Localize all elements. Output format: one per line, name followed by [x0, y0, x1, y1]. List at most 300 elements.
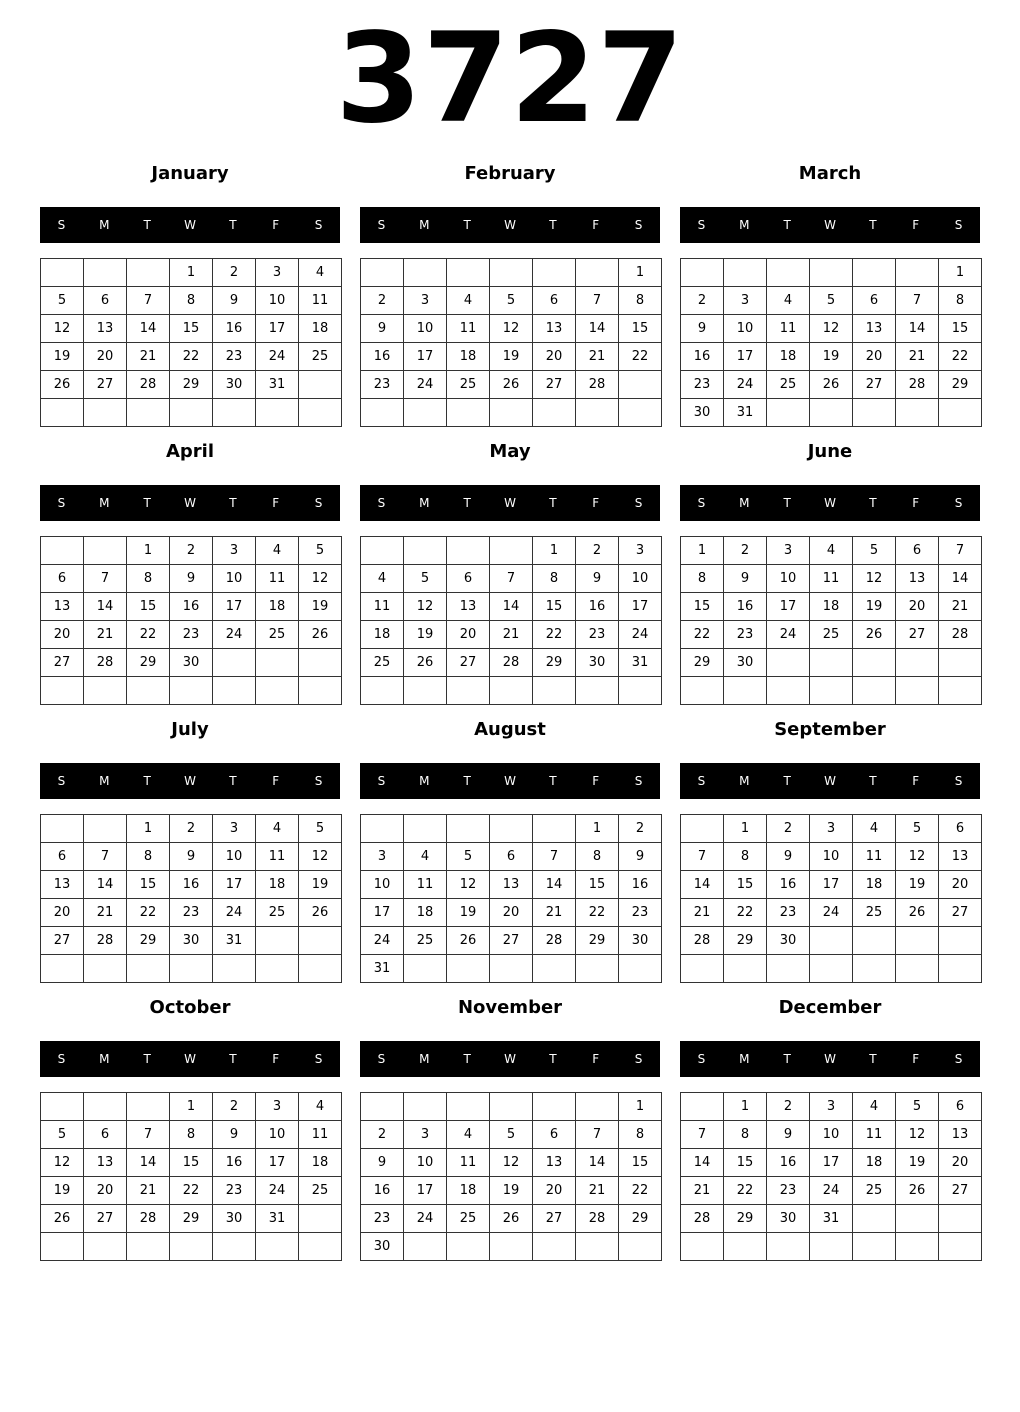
day-grid: [360, 536, 662, 705]
day-cell: 23: [619, 899, 662, 927]
day-cell: 28: [84, 649, 127, 677]
week-row: [681, 927, 982, 955]
day-cell: [533, 259, 576, 287]
weekday-header: [360, 763, 660, 799]
day-cell: 30: [724, 649, 767, 677]
day-cell: [256, 1233, 299, 1261]
month-name: July: [171, 719, 209, 740]
day-cell: [447, 1093, 490, 1121]
day-cell: 20: [896, 593, 939, 621]
weekday-label: S: [634, 774, 643, 788]
day-cell: 5: [41, 1121, 84, 1149]
day-cell: [127, 955, 170, 983]
week-row: [361, 1121, 662, 1149]
week-row: [361, 343, 662, 371]
day-cell: [299, 927, 342, 955]
day-cell: 7: [939, 537, 982, 565]
day-cell: [533, 955, 576, 983]
weekday-label: T: [143, 218, 151, 232]
day-cell: 2: [213, 1093, 256, 1121]
day-cell: 14: [896, 315, 939, 343]
week-row: [361, 955, 662, 983]
day-cell: 26: [490, 1205, 533, 1233]
day-cell: 10: [724, 315, 767, 343]
day-cell: [767, 1233, 810, 1261]
week-row: [681, 259, 982, 287]
week-row: [361, 1149, 662, 1177]
day-cell: [576, 677, 619, 705]
day-cell: 8: [939, 287, 982, 315]
day-cell: [41, 259, 84, 287]
day-cell: 25: [447, 371, 490, 399]
day-cell: [490, 537, 533, 565]
day-cell: 22: [533, 621, 576, 649]
day-cell: [41, 815, 84, 843]
day-cell: 19: [896, 1149, 939, 1177]
day-cell: 27: [533, 371, 576, 399]
day-cell: 9: [767, 1121, 810, 1149]
week-row: [361, 843, 662, 871]
day-cell: 2: [724, 537, 767, 565]
day-cell: 19: [299, 871, 342, 899]
weekday-label: S: [954, 218, 963, 232]
day-cell: [447, 815, 490, 843]
day-cell: [404, 1233, 447, 1261]
month-name: October: [149, 997, 231, 1018]
day-cell: 23: [576, 621, 619, 649]
day-cell: 15: [533, 593, 576, 621]
day-cell: 20: [41, 899, 84, 927]
weekday-label: M: [419, 218, 430, 232]
day-cell: 16: [170, 593, 213, 621]
day-cell: 18: [853, 1149, 896, 1177]
weekday-label: T: [463, 218, 471, 232]
day-cell: 18: [361, 621, 404, 649]
day-cell: [361, 259, 404, 287]
day-cell: 16: [213, 1149, 256, 1177]
day-cell: [41, 399, 84, 427]
weekday-label: S: [377, 1052, 386, 1066]
day-cell: 6: [896, 537, 939, 565]
day-cell: 29: [681, 649, 724, 677]
week-row: [361, 621, 662, 649]
day-cell: 21: [127, 343, 170, 371]
day-cell: 7: [127, 1121, 170, 1149]
day-cell: 4: [810, 537, 853, 565]
weekday-label: S: [634, 218, 643, 232]
week-row: [361, 565, 662, 593]
day-grid: [40, 814, 342, 983]
week-row: [41, 343, 342, 371]
week-row: [41, 1149, 342, 1177]
weekday-label: T: [549, 218, 557, 232]
day-cell: [576, 1093, 619, 1121]
day-cell: [170, 1233, 213, 1261]
weekday-label: T: [869, 218, 877, 232]
day-cell: 24: [213, 899, 256, 927]
day-cell: 16: [213, 315, 256, 343]
day-cell: [490, 1233, 533, 1261]
weekday-label: T: [229, 1052, 237, 1066]
day-cell: 25: [404, 927, 447, 955]
week-row: [681, 899, 982, 927]
day-cell: 17: [256, 315, 299, 343]
day-cell: [84, 955, 127, 983]
day-cell: 25: [447, 1205, 490, 1233]
weekday-label: W: [504, 774, 516, 788]
day-cell: 6: [853, 287, 896, 315]
day-cell: 7: [681, 843, 724, 871]
weekday-label: T: [463, 1052, 471, 1066]
week-row: [361, 593, 662, 621]
day-cell: 3: [256, 1093, 299, 1121]
day-cell: 7: [896, 287, 939, 315]
week-row: [41, 1121, 342, 1149]
day-cell: 7: [84, 565, 127, 593]
week-row: [681, 621, 982, 649]
weekday-label: M: [99, 496, 110, 510]
day-cell: 15: [724, 1149, 767, 1177]
weekday-label: S: [57, 774, 66, 788]
day-cell: 7: [576, 287, 619, 315]
day-cell: [576, 1233, 619, 1261]
day-cell: 19: [41, 343, 84, 371]
day-cell: [490, 399, 533, 427]
day-cell: [447, 259, 490, 287]
day-cell: 26: [447, 927, 490, 955]
day-cell: 13: [939, 1121, 982, 1149]
week-row: [41, 815, 342, 843]
week-row: [41, 1093, 342, 1121]
day-cell: 19: [490, 343, 533, 371]
day-cell: 19: [447, 899, 490, 927]
week-row: [361, 287, 662, 315]
day-cell: [939, 649, 982, 677]
day-cell: [810, 955, 853, 983]
weekday-label: T: [783, 218, 791, 232]
day-cell: 8: [724, 1121, 767, 1149]
day-cell: 27: [447, 649, 490, 677]
day-cell: [681, 259, 724, 287]
day-cell: [533, 1233, 576, 1261]
day-cell: 9: [724, 565, 767, 593]
weekday-label: M: [739, 774, 750, 788]
day-cell: 5: [404, 565, 447, 593]
week-row: [681, 1233, 982, 1261]
day-cell: 28: [681, 927, 724, 955]
day-cell: 26: [299, 899, 342, 927]
day-cell: 21: [576, 343, 619, 371]
day-cell: 1: [939, 259, 982, 287]
day-cell: 3: [767, 537, 810, 565]
weekday-label: F: [912, 496, 920, 510]
day-cell: 9: [170, 565, 213, 593]
week-row: [681, 1093, 982, 1121]
day-cell: 25: [853, 1177, 896, 1205]
weekday-header: [360, 207, 660, 243]
week-row: [361, 1093, 662, 1121]
day-cell: 22: [127, 899, 170, 927]
day-cell: 24: [767, 621, 810, 649]
day-cell: [127, 677, 170, 705]
day-cell: 30: [361, 1233, 404, 1261]
day-cell: 18: [299, 315, 342, 343]
week-row: [41, 259, 342, 287]
day-cell: [299, 1205, 342, 1233]
day-cell: 29: [576, 927, 619, 955]
day-cell: 21: [939, 593, 982, 621]
day-cell: 12: [896, 843, 939, 871]
day-cell: 8: [170, 287, 213, 315]
day-cell: 4: [361, 565, 404, 593]
weekday-label: F: [592, 774, 600, 788]
week-row: [41, 1233, 342, 1261]
day-cell: 20: [84, 343, 127, 371]
weekday-label: S: [954, 496, 963, 510]
day-cell: 17: [404, 1177, 447, 1205]
day-cell: 16: [619, 871, 662, 899]
day-cell: [533, 815, 576, 843]
week-row: [361, 315, 662, 343]
week-row: [41, 871, 342, 899]
day-cell: [361, 815, 404, 843]
day-cell: 25: [853, 899, 896, 927]
day-cell: 23: [170, 899, 213, 927]
day-cell: 17: [213, 871, 256, 899]
weekday-label: S: [954, 1052, 963, 1066]
day-cell: [810, 259, 853, 287]
day-cell: [299, 399, 342, 427]
week-row: [681, 537, 982, 565]
day-cell: 25: [256, 621, 299, 649]
day-cell: 5: [490, 287, 533, 315]
day-cell: [299, 371, 342, 399]
weekday-label: S: [314, 218, 323, 232]
weekday-label: S: [377, 496, 386, 510]
day-cell: [404, 259, 447, 287]
day-cell: [853, 259, 896, 287]
day-cell: [619, 1233, 662, 1261]
day-cell: 24: [256, 343, 299, 371]
month-name: September: [774, 719, 886, 740]
day-cell: 1: [170, 1093, 213, 1121]
day-cell: [490, 1093, 533, 1121]
day-cell: [896, 1205, 939, 1233]
day-cell: [681, 1093, 724, 1121]
day-cell: [853, 649, 896, 677]
day-cell: 7: [576, 1121, 619, 1149]
day-cell: [490, 955, 533, 983]
day-cell: 4: [256, 815, 299, 843]
day-cell: 10: [256, 1121, 299, 1149]
weekday-header: [360, 485, 660, 521]
day-cell: [853, 1233, 896, 1261]
day-cell: [619, 399, 662, 427]
day-cell: 13: [41, 871, 84, 899]
day-cell: 25: [299, 343, 342, 371]
day-cell: 9: [361, 315, 404, 343]
week-row: [41, 621, 342, 649]
day-cell: 31: [724, 399, 767, 427]
week-row: [41, 287, 342, 315]
day-cell: [939, 677, 982, 705]
day-grid: [680, 536, 982, 705]
day-cell: 18: [256, 593, 299, 621]
day-cell: [361, 1093, 404, 1121]
day-cell: [404, 815, 447, 843]
day-cell: 2: [170, 537, 213, 565]
week-row: [361, 259, 662, 287]
day-cell: 26: [810, 371, 853, 399]
day-cell: 20: [939, 871, 982, 899]
day-cell: 9: [361, 1149, 404, 1177]
day-cell: [533, 677, 576, 705]
day-cell: 18: [404, 899, 447, 927]
day-cell: [896, 259, 939, 287]
week-row: [41, 677, 342, 705]
day-cell: 2: [767, 815, 810, 843]
day-cell: 23: [213, 343, 256, 371]
month-name: February: [464, 163, 556, 184]
day-cell: 26: [299, 621, 342, 649]
day-cell: [127, 1093, 170, 1121]
day-cell: [490, 259, 533, 287]
day-cell: 11: [299, 287, 342, 315]
weekday-label: T: [869, 1052, 877, 1066]
day-cell: 22: [681, 621, 724, 649]
day-cell: 8: [681, 565, 724, 593]
day-cell: [767, 399, 810, 427]
day-cell: [896, 1233, 939, 1261]
day-cell: [213, 649, 256, 677]
weekday-label: T: [143, 774, 151, 788]
day-cell: 31: [619, 649, 662, 677]
day-cell: 30: [681, 399, 724, 427]
day-cell: 28: [127, 1205, 170, 1233]
day-cell: 8: [724, 843, 767, 871]
day-cell: [619, 677, 662, 705]
day-cell: 28: [681, 1205, 724, 1233]
week-row: [41, 565, 342, 593]
week-row: [361, 399, 662, 427]
day-cell: 24: [810, 899, 853, 927]
day-cell: 16: [724, 593, 767, 621]
day-cell: 6: [84, 287, 127, 315]
day-cell: 13: [84, 1149, 127, 1177]
day-cell: 16: [681, 343, 724, 371]
day-cell: 15: [619, 315, 662, 343]
day-cell: 10: [767, 565, 810, 593]
day-cell: 12: [404, 593, 447, 621]
week-row: [681, 677, 982, 705]
day-cell: 8: [127, 843, 170, 871]
weekday-label: M: [739, 496, 750, 510]
day-cell: 1: [724, 815, 767, 843]
day-cell: 27: [939, 899, 982, 927]
day-cell: 15: [724, 871, 767, 899]
weekday-header: [680, 763, 980, 799]
day-cell: [576, 955, 619, 983]
day-cell: 5: [41, 287, 84, 315]
day-cell: 10: [404, 1149, 447, 1177]
day-cell: 11: [853, 843, 896, 871]
day-cell: [127, 259, 170, 287]
day-cell: 22: [939, 343, 982, 371]
day-cell: 9: [681, 315, 724, 343]
weekday-label: W: [824, 774, 836, 788]
day-cell: [681, 1233, 724, 1261]
day-cell: 22: [127, 621, 170, 649]
day-cell: 15: [170, 1149, 213, 1177]
week-row: [41, 649, 342, 677]
month-name: March: [798, 163, 862, 184]
day-cell: 23: [361, 1205, 404, 1233]
day-cell: 4: [256, 537, 299, 565]
day-cell: 21: [533, 899, 576, 927]
day-cell: 9: [576, 565, 619, 593]
day-cell: 20: [41, 621, 84, 649]
day-cell: 2: [681, 287, 724, 315]
day-cell: 12: [41, 315, 84, 343]
day-cell: [533, 399, 576, 427]
day-cell: 8: [576, 843, 619, 871]
day-cell: [41, 955, 84, 983]
day-cell: 4: [299, 259, 342, 287]
day-cell: 7: [490, 565, 533, 593]
day-cell: 27: [41, 649, 84, 677]
day-cell: [939, 399, 982, 427]
day-cell: [361, 399, 404, 427]
weekday-label: S: [377, 218, 386, 232]
weekday-header: [40, 485, 340, 521]
weekday-label: T: [229, 774, 237, 788]
day-cell: 11: [767, 315, 810, 343]
day-cell: 15: [619, 1149, 662, 1177]
day-cell: [447, 399, 490, 427]
weekday-label: S: [954, 774, 963, 788]
day-cell: 28: [576, 1205, 619, 1233]
day-cell: 26: [490, 371, 533, 399]
day-cell: 9: [213, 1121, 256, 1149]
weekday-label: M: [99, 1052, 110, 1066]
day-cell: 26: [41, 371, 84, 399]
day-cell: 3: [619, 537, 662, 565]
day-cell: 9: [619, 843, 662, 871]
day-cell: [256, 955, 299, 983]
week-row: [681, 649, 982, 677]
day-cell: 12: [299, 565, 342, 593]
day-cell: 5: [299, 537, 342, 565]
day-grid: [40, 1092, 342, 1261]
day-cell: 10: [361, 871, 404, 899]
day-cell: 24: [724, 371, 767, 399]
weekday-label: T: [463, 774, 471, 788]
day-cell: 21: [576, 1177, 619, 1205]
day-cell: 3: [724, 287, 767, 315]
weekday-label: T: [463, 496, 471, 510]
week-row: [681, 1149, 982, 1177]
weekday-label: T: [783, 1052, 791, 1066]
day-cell: 23: [767, 899, 810, 927]
day-cell: 27: [939, 1177, 982, 1205]
day-cell: [767, 259, 810, 287]
day-cell: 16: [361, 1177, 404, 1205]
day-cell: 15: [576, 871, 619, 899]
day-cell: [256, 927, 299, 955]
day-cell: 11: [404, 871, 447, 899]
day-cell: 17: [810, 1149, 853, 1177]
day-cell: 13: [939, 843, 982, 871]
